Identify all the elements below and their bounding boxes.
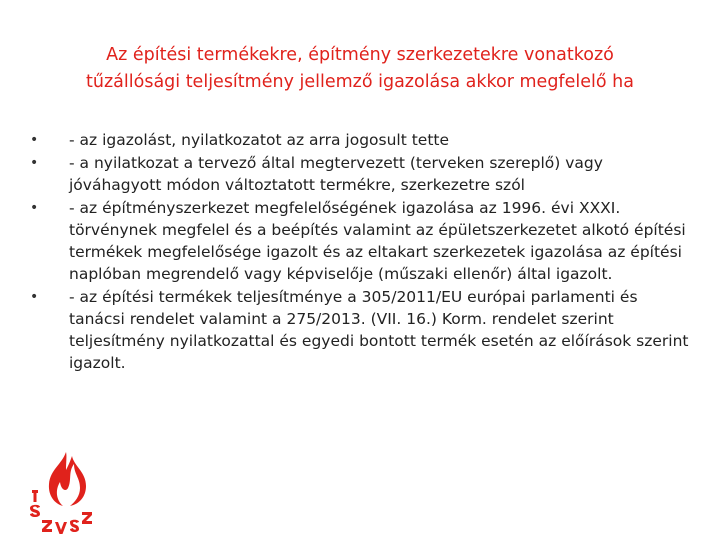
bullet-item — [30, 129, 692, 151]
bullet-dot-icon: • — [30, 132, 39, 148]
bullet-text: - az építési termékek teljesítménye a 305/2011/EU európai parlamenti és tanácsi rendelet valamint a 275/2013. (VII. 16.) Korm. rendelet szerint teljesítmény nyilatkozattal és egyedi bontott termék esetén az előírások szerint igazolt. — [69, 288, 689, 372]
bullet-dot-icon: • — [30, 289, 39, 305]
flame-logo-icon — [22, 446, 104, 536]
bullet-text: - a nyilatkozat a tervező által megtervezett (terveken szereplő) vagy jóváhagyott módon változtatott termékre, szerkezetre szól — [69, 154, 603, 194]
slide-title-line-1: Az építési termékekre, építmény szerkezetekre vonatkozó — [106, 45, 614, 65]
bullet-dot-icon: • — [30, 155, 39, 171]
bullet-text: - az építményszerkezet megfelelőségének igazolása az 1996. évi XXXI. törvénynek megfelel és a beépítés valamint az épületszerkezetet alkotó építési termékek megfelelősége igazolt és az eltakart szerkezetek igazolása az építési naplóban megrendelő vagy képviselője (műszaki ellenőr) által igazolt. — [69, 199, 686, 283]
bullet-item — [30, 152, 692, 196]
bullet-dot-icon: • — [30, 200, 39, 216]
bullet-list — [30, 129, 692, 375]
slide-title-line-2: tűzállósági teljesítmény jellemző igazolása akkor megfelelő ha — [86, 72, 634, 92]
bullet-item — [30, 286, 692, 374]
bullet-item — [30, 197, 692, 285]
flame-shape — [49, 452, 86, 506]
slide-title — [20, 42, 700, 96]
bullet-text: - az igazolást, nyilatkozatot az arra jogosult tette — [69, 131, 450, 149]
